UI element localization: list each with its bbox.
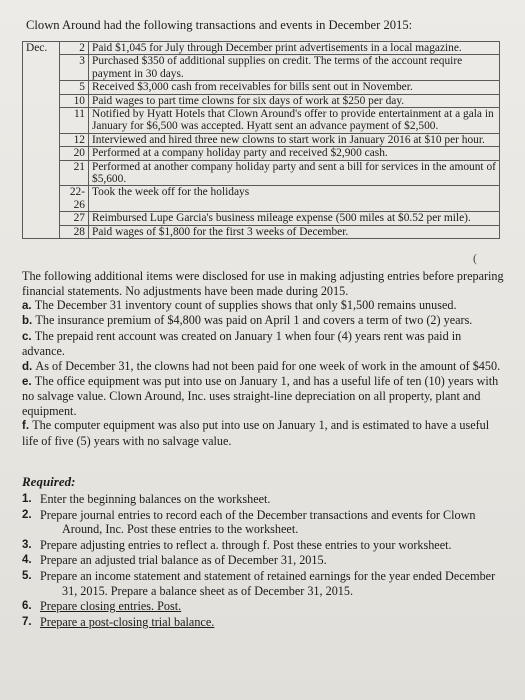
transaction-description: Paid wages to part time clowns for six days of work at $250 per day.: [89, 94, 500, 107]
transaction-day: 20: [60, 147, 89, 160]
transaction-description: Received $3,000 cash from receivables for bills sent out in November.: [89, 81, 500, 94]
transaction-description: Paid $1,045 for July through December print advertisements in a local magazine.: [89, 42, 500, 55]
intro-text: Clown Around had the following transactions and events in December 2015:: [26, 18, 413, 32]
adjustment-item: [22, 313, 507, 328]
adjustment-label: d.: [22, 360, 36, 373]
required-line: Prepare a post-closing trial balance.: [40, 614, 215, 629]
required-text: [40, 538, 507, 553]
transaction-description: Performed at a company holiday party and received $2,900 cash.: [89, 147, 500, 160]
required-text: [40, 553, 507, 568]
required-line: Prepare an income statement and statement of retained earnings for the year ended December: [40, 568, 496, 583]
transaction-day: 22-26: [60, 186, 89, 212]
adjustment-item: [22, 298, 507, 313]
transaction-row: [23, 133, 500, 146]
transaction-row: [23, 108, 500, 134]
adjustment-label: f.: [22, 420, 33, 433]
required-line: Enter the beginning balances on the worksheet.: [40, 491, 271, 506]
required-item: [22, 508, 507, 537]
required-line: Prepare adjusting entries to reflect a. through f. Post these entries to your worksheet.: [40, 537, 452, 552]
transaction-description: Took the week off for the holidays: [89, 186, 500, 212]
adjustment-label: e.: [22, 375, 35, 388]
transaction-description: Paid wages of $1,800 for the first 3 weeks of December.: [89, 225, 500, 238]
transaction-row: [23, 186, 500, 212]
transaction-description: Notified by Hyatt Hotels that Clown Around's offer to provide entertainment at a gala in January for $6,500 was accepted. Hyatt sent an advance payment of $2,500.: [89, 108, 500, 134]
adjustment-text: The office equipment was put into use on January 1, and has a useful life of ten (10) years with no salvage value. Clown Around, Inc. uses straight-line depreciation on all property, plant and equipment.: [22, 373, 499, 418]
transaction-description: Purchased $350 of additional supplies on credit. The terms of the account require payment in 30 days.: [89, 55, 500, 81]
transaction-day: 10: [60, 94, 89, 107]
adjustment-item: [22, 329, 507, 359]
adjustment-item: [22, 359, 507, 374]
required-list: [22, 492, 507, 629]
adjustment-text: The computer equipment was also put into use on January 1, and is estimated to have a useful life of five (5) years with no salvage value.: [22, 418, 490, 448]
adjustment-label: a.: [22, 299, 35, 312]
transaction-day: 21: [60, 160, 89, 186]
required-number: 7.: [22, 615, 32, 628]
required-number: 6.: [22, 600, 32, 613]
required-line-continued: 31, 2015. Prepare a balance sheet as of December 31, 2015.: [62, 583, 354, 598]
required-item: [22, 615, 507, 630]
required-heading: Required:: [22, 473, 76, 489]
additional-intro: The following additional items were disclosed for use in making adjusting entries before preparing financial statements. No adjustments have been made during 2015.: [22, 269, 504, 298]
required-number: 5.: [22, 569, 32, 582]
adjustment-item: [22, 418, 507, 448]
transaction-row: [23, 147, 500, 160]
transaction-row: [23, 160, 500, 186]
transaction-row: [23, 225, 500, 238]
transaction-day: 12: [60, 133, 89, 146]
required-number: 2.: [22, 508, 32, 521]
transaction-day: 2: [60, 42, 89, 55]
required-item: [22, 492, 507, 507]
required-number: 1.: [22, 492, 32, 505]
required-text: [40, 615, 507, 630]
adjustment-text: The insurance premium of $4,800 was paid on April 1 and covers a term of two (2) years.: [35, 313, 473, 328]
transaction-row: [23, 42, 500, 55]
transaction-description: Reimbursed Lupe Garcia's business mileage expense (500 miles at $0.52 per mile).: [89, 212, 500, 225]
required-text: [40, 569, 507, 598]
adjustment-text: As of December 31, the clowns had not been paid for one week of work in the amount of $450.: [35, 358, 501, 373]
required-text: [40, 599, 507, 614]
transaction-description: Performed at another company holiday party and sent a bill for services in the amount of $5,600.: [89, 160, 500, 186]
transaction-day: 28: [60, 225, 89, 238]
transaction-row: [23, 81, 500, 94]
required-number: 3.: [22, 538, 32, 551]
adjustment-item: [22, 374, 507, 418]
required-item: [22, 569, 507, 598]
adjustment-text: The December 31 inventory count of supplies shows that only $1,500 remains unused.: [34, 297, 457, 312]
required-item: [22, 538, 507, 553]
transaction-row: [23, 55, 500, 81]
adjustment-text: The prepaid rent account was created on January 1 when four (4) years rent was paid in advance.: [22, 328, 462, 359]
required-line: Prepare closing entries. Post.: [40, 599, 182, 614]
required-line: Prepare journal entries to record each of the December transactions and events for Clown: [40, 507, 476, 522]
transaction-month: Dec.: [23, 42, 60, 239]
required-text: [40, 508, 507, 537]
required-text: [40, 492, 507, 507]
pen-mark: (: [473, 251, 477, 266]
transaction-description: Interviewed and hired three new clowns to start work in January 2016 at $10 per hour.: [89, 133, 500, 146]
transaction-row: [23, 94, 500, 107]
spacer: [22, 239, 507, 269]
required-line: Prepare an adjusted trial balance as of December 31, 2015.: [40, 553, 327, 568]
required-line-continued: Around, Inc. Post these entries to the worksheet.: [62, 522, 299, 537]
required-item: [22, 599, 507, 614]
adjustment-label: b.: [22, 315, 36, 328]
required-item: [22, 553, 507, 568]
transaction-day: 27: [60, 212, 89, 225]
required-number: 4.: [22, 554, 32, 567]
additional-items: [22, 269, 507, 448]
adjustment-label: c.: [22, 330, 35, 343]
transaction-row: [23, 212, 500, 225]
transaction-day: 5: [60, 81, 89, 94]
transactions-table: [22, 41, 500, 239]
transaction-day: 3: [60, 55, 89, 81]
transaction-day: 11: [60, 108, 89, 134]
